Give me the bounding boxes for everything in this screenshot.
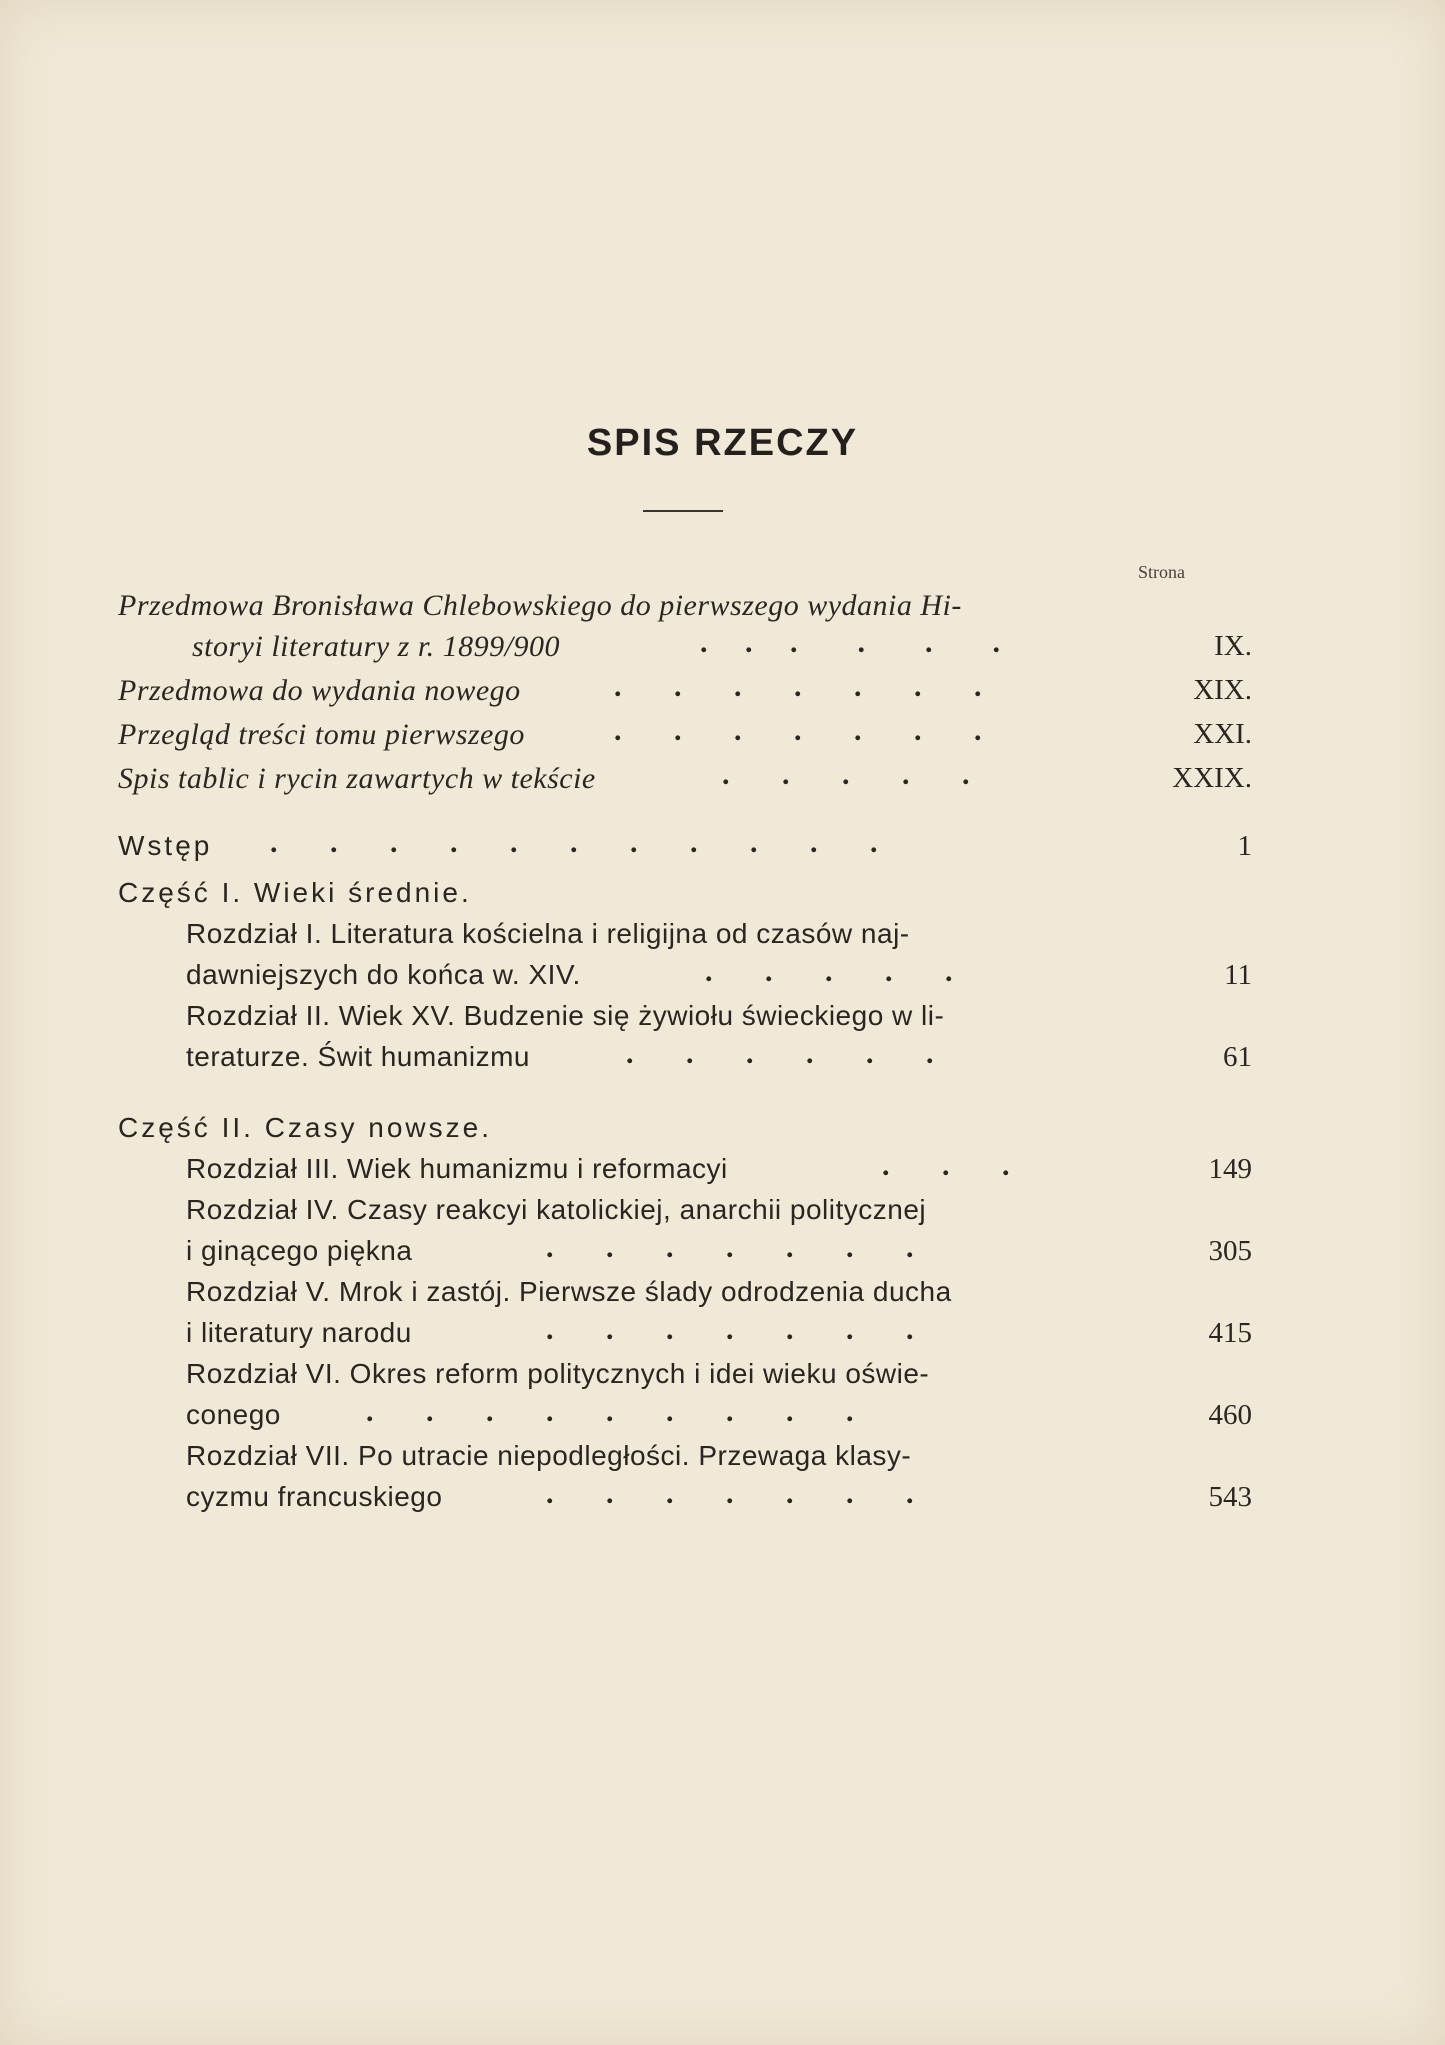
dot-leader: . . . — [882, 1149, 1010, 1182]
dot-leader: . . . . . . — [626, 1037, 934, 1070]
chapter-entry-second-line: cyzmu francuskiego — [186, 1481, 443, 1512]
page-number: 415 — [1208, 1317, 1252, 1349]
page-number: 11 — [1224, 959, 1252, 991]
dot-leader: . . . . . — [705, 955, 953, 988]
page-number: 460 — [1208, 1399, 1252, 1431]
chapter-entry-first-line: Rozdział VII. Po utracie niepodległości. Przewaga klasy- — [186, 1440, 912, 1471]
dot-leader: . . . . . . . — [546, 1477, 914, 1510]
page-number: 543 — [1208, 1481, 1252, 1513]
page-number: 149 — [1208, 1153, 1252, 1185]
toc-entry-overview: Przegląd treści tomu pierwszego — [118, 718, 525, 751]
part-heading: Część II. Czasy nowsze. — [118, 1112, 492, 1143]
toc-entry-preface-first-line: Przedmowa Bronisława Chlebowskiego do pierwszego wydania Hi- — [118, 589, 962, 622]
dot-leader: . . . . . — [722, 758, 970, 791]
part-heading: Część I. Wieki średnie. — [118, 877, 472, 908]
title-divider — [643, 510, 723, 512]
chapter-entry-first-line: Rozdział III. Wiek humanizmu i reformacyi — [186, 1153, 728, 1184]
chapter-entry-second-line: dawniejszych do końca w. XIV. — [186, 959, 581, 990]
page-number: XXIX. — [1172, 762, 1252, 794]
chapter-entry-second-line: i literatury narodu — [186, 1317, 412, 1348]
toc-entry-new-edition-preface: Przedmowa do wydania nowego — [118, 674, 521, 707]
toc-entry-illustrations: Spis tablic i rycin zawartych w tekście — [118, 762, 596, 795]
page-number: 1 — [1237, 830, 1252, 862]
page-column-label: Strona — [1138, 562, 1185, 582]
page-title: SPIS RZECZY — [586, 422, 859, 464]
chapter-entry-first-line: Rozdział VI. Okres reform politycznych i idei wieku oświe- — [186, 1358, 930, 1389]
chapter-entry-second-line: teraturze. Świt humanizmu — [186, 1041, 530, 1072]
dot-leader: . . . . . . . . . . . — [270, 826, 878, 859]
page-number: XIX. — [1193, 674, 1252, 706]
chapter-entry-first-line: Rozdział V. Mrok i zastój. Pierwsze ślady odrodzenia ducha — [186, 1276, 952, 1307]
page-number: IX. — [1214, 630, 1252, 662]
page-number: 61 — [1223, 1041, 1252, 1073]
toc-entry-introduction: Wstęp — [118, 830, 213, 861]
toc-entry-preface-second-line: storyi literatury z r. 1899/900 — [192, 630, 561, 663]
chapter-entry-second-line: i ginącego piękna — [186, 1235, 413, 1266]
chapter-entry-first-line: Rozdział I. Literatura kościelna i religijna od czasów naj- — [186, 918, 910, 949]
chapter-entry-first-line: Rozdział II. Wiek XV. Budzenie się żywiołu świeckiego w li- — [186, 1000, 945, 1031]
dot-leader: . . . . . . . — [546, 1313, 914, 1346]
chapter-entry-first-line: Rozdział IV. Czasy reakcyi katolickiej, anarchii politycznej — [186, 1194, 927, 1225]
dot-leader: . . . . . . . — [614, 714, 982, 747]
chapter-entry-second-line: conego — [186, 1399, 281, 1430]
dot-leader: . . . . . . . . . — [366, 1395, 854, 1428]
page-number: XXI. — [1193, 718, 1252, 750]
dot-leader: . . . . . . . — [614, 670, 982, 703]
dot-leader: . . . . . . — [700, 626, 1000, 659]
page-number: 305 — [1208, 1235, 1252, 1267]
dot-leader: . . . . . . . — [546, 1231, 914, 1264]
